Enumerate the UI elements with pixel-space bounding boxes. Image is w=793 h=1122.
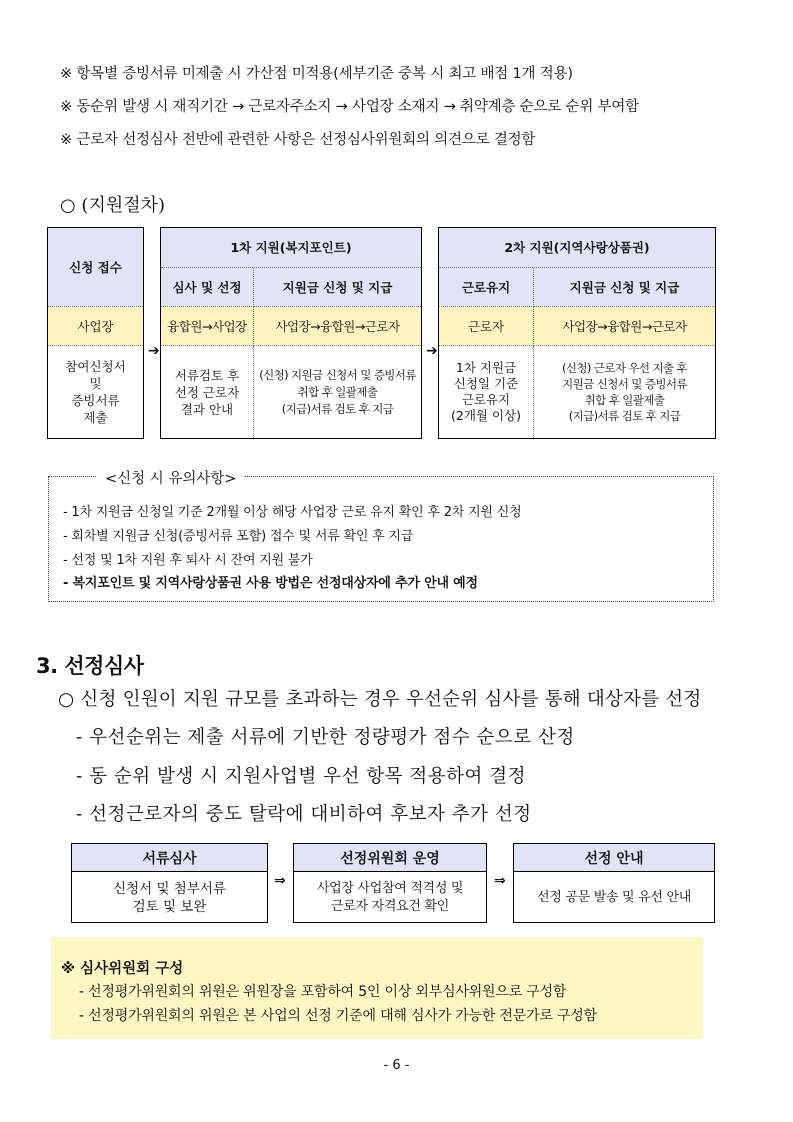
- first-support-block: [160, 227, 422, 439]
- apply-header: 신청 접수: [48, 228, 143, 307]
- first-col1-who: 융합원→사업장: [161, 307, 254, 346]
- flow-step-committee: [293, 843, 487, 923]
- committee-title: ※ 심사위원회 구성: [61, 961, 184, 977]
- second-col1-who: 근로자: [439, 307, 534, 346]
- second-col1-detail: 1차 지원금 신청일 기준 근로유지 (2개월 이상): [439, 346, 534, 438]
- apply-block: [47, 227, 144, 439]
- second-col1-header: 근로유지: [439, 268, 534, 307]
- arrow-right-icon: ➔: [148, 343, 160, 359]
- flow-step-body: 사업장 사업참여 적격성 및 근로자 자격요건 확인: [316, 880, 464, 914]
- apply-who: 사업장: [48, 307, 143, 346]
- second-col2-detail: (신청) 근로자 우선 지출 후 지원금 신청서 및 증빙서류 취합 후 일괄제출 (지급)서류 검토 후 지급: [561, 361, 688, 423]
- apply-detail: 참여신청서 및 증빙서류 제출: [65, 359, 126, 425]
- caution-line: - 회차별 지원금 신청(증빙서류 포함) 접수 및 서류 확인 후 지급: [63, 529, 414, 544]
- flow-step-title: 선정 안내: [514, 844, 714, 872]
- double-arrow-icon: ⇒: [494, 873, 506, 889]
- flow-step-body: 신청서 및 첨부서류 검토 및 보완: [113, 880, 226, 915]
- procedure-heading: ○ (지원절차): [60, 195, 166, 216]
- second-col2-header: 지원금 신청 및 지급: [534, 268, 715, 307]
- section-bullet: - 선정근로자의 중도 탈락에 대비하여 후보자 추가 선정: [76, 804, 532, 825]
- caution-line-bold: - 복지포인트 및 지역사랑상품권 사용 방법은 선정대상자에 추가 안내 예정: [63, 576, 478, 591]
- first-col2-who: 사업장→융합원→근로자: [254, 307, 421, 346]
- first-support-header: 1차 지원(복지포인트): [161, 228, 421, 268]
- second-support-block: [438, 227, 716, 439]
- flow-step-title: 서류심사: [72, 844, 267, 872]
- first-col2-detail: (신청) 지원금 신청서 및 증빙서류 취합 후 일괄제출 (지급)서류 검토 후 지급: [259, 367, 416, 416]
- arrow-right-icon: ➔: [426, 343, 438, 359]
- section-intro: ○ 신청 인원이 지원 규모를 초과하는 경우 우선순위 심사를 통해 대상자를 선정: [58, 689, 702, 710]
- note-tie-break: ※ 동순위 발생 시 재직기간 → 근로자주소지 → 사업장 소재지 → 취약계층 순으로 순위 부여함: [60, 99, 639, 115]
- second-support-header: 2차 지원(지역사랑상품권): [439, 228, 715, 268]
- committee-line: - 선정평가위원회의 위원은 위원장을 포함하여 5인 이상 외부심사위원으로 구성함: [79, 984, 567, 1000]
- flow-step-document-review: [71, 843, 268, 923]
- flow-step-title: 선정위원회 운영: [294, 844, 486, 872]
- note-evidence: ※ 항목별 증빙서류 미제출 시 가산점 미적용(세부기준 중복 시 최고 배점 1개 적용): [60, 66, 573, 82]
- committee-box: [51, 937, 703, 1039]
- caution-line: - 1차 지원금 신청일 기준 2개월 이상 해당 사업장 근로 유지 확인 후 2차 지원 신청: [63, 505, 522, 520]
- committee-line: - 선정평가위원회의 위원은 본 사업의 선정 기준에 대해 심사가 가능한 전문가로 구성함: [79, 1008, 597, 1024]
- section-bullet: - 우선순위는 제출 서류에 기반한 정량평가 점수 순으로 산정: [76, 727, 575, 748]
- page-number: - 6 -: [383, 1058, 410, 1073]
- note-committee-opinion: ※ 근로자 선정심사 전반에 관련한 사항은 선정심사위원회의 의견으로 결정함: [60, 132, 536, 148]
- caution-line: - 선정 및 1차 지원 후 퇴사 시 잔여 지원 불가: [63, 553, 313, 568]
- second-col2-who: 사업장→융합원→근로자: [534, 307, 715, 346]
- section-bullet: - 동 순위 발생 시 지원사업별 우선 항목 적용하여 결정: [76, 766, 526, 787]
- flow-step-notice: [513, 843, 715, 923]
- caution-title: <신청 시 유의사항>: [97, 467, 245, 488]
- first-col2-header: 지원금 신청 및 지급: [254, 268, 421, 307]
- flow-step-body: 선정 공문 발송 및 유선 안내: [537, 889, 691, 905]
- first-col1-header: 심사 및 선정: [161, 268, 254, 307]
- first-col1-detail: 서류검토 후 선정 근로자 결과 안내: [161, 346, 254, 438]
- section-title: 3. 선정심사: [36, 654, 144, 678]
- caution-box: [48, 471, 714, 602]
- double-arrow-icon: ⇒: [274, 873, 286, 889]
